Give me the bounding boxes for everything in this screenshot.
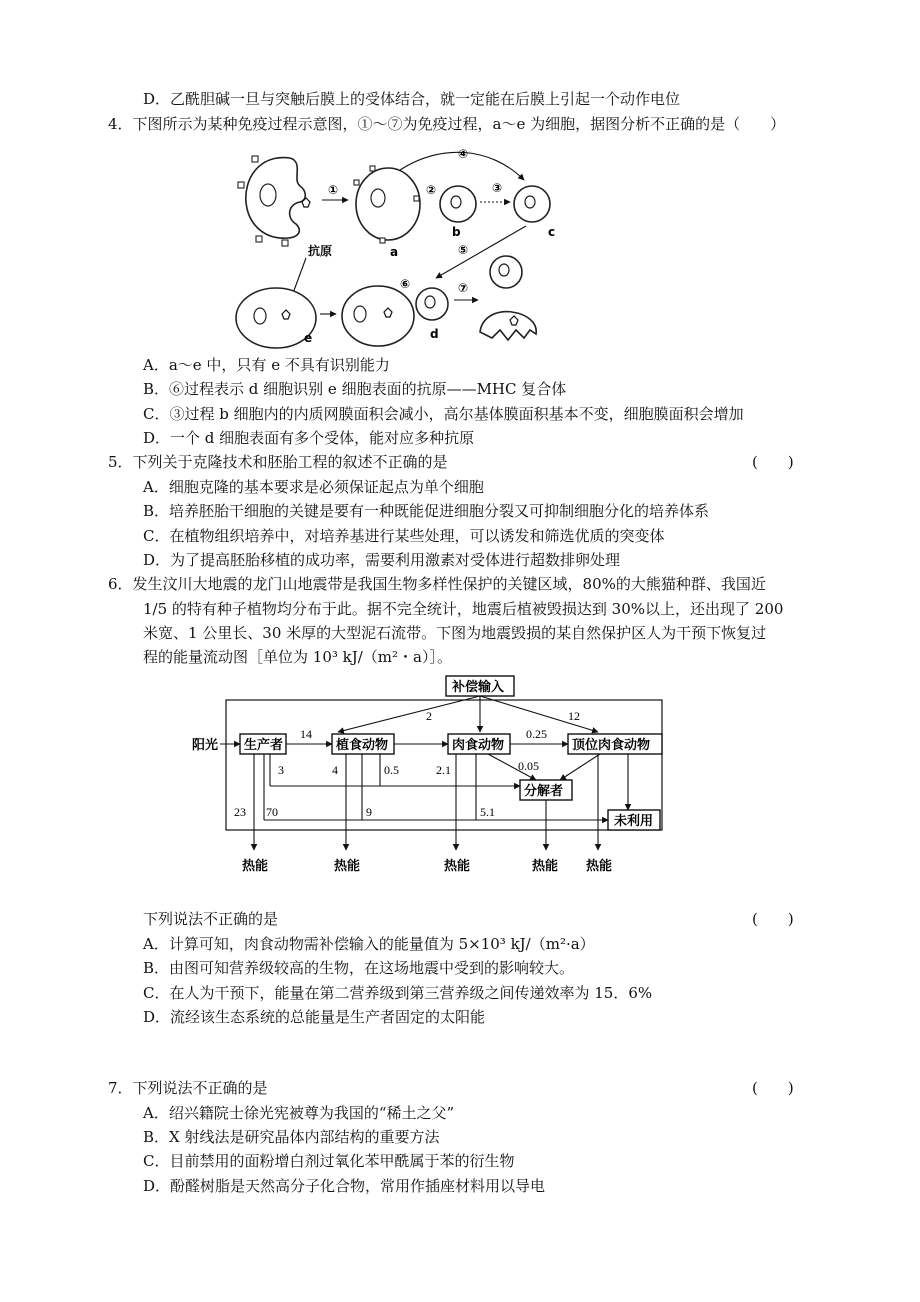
step-1-label: ① <box>328 183 339 197</box>
q6-stem-line2: 1/5 的特有种子植物均分布于此。据不完全统计，地震后植被毁损达到 30%以上，还出现了 200 <box>143 600 784 618</box>
value-herb-heat: 4 <box>332 763 338 777</box>
heat-label-3: 热能 <box>444 859 471 874</box>
herbivore-label: 植食动物 <box>336 738 389 753</box>
q7-stem: 7．下列说法不正确的是 <box>108 1079 268 1097</box>
q7-option-b: B．X 射线法是研究晶体内部结构的重要方法 <box>143 1128 440 1146</box>
q7-answer-paren: ( ) <box>752 1079 794 1097</box>
decomposer-label: 分解者 <box>524 784 564 799</box>
heat-label-2: 热能 <box>334 859 361 874</box>
q6-stem-line3: 米宽、1 公里长、30 米厚的大型泥石流带。下图为地震毁损的某自然保护区人为干预下恢复过 <box>143 624 767 642</box>
q6-option-a: A．计算可知，肉食动物需补偿输入的能量值为 5×10³ kJ/（m²·a） <box>143 935 595 953</box>
q6-option-b: B．由图可知营养级较高的生物，在这场地震中受到的影响较大。 <box>143 959 575 977</box>
q4-option-c: C．③过程 b 细胞内的内质网膜面积会减小，高尔基体膜面积基本不变，细胞膜面积会增加 <box>143 405 744 423</box>
q7-option-a: A．绍兴籍院士徐光宪被尊为我国的“稀土之父” <box>143 1104 455 1122</box>
step-6-label: ⑥ <box>400 277 411 291</box>
value-herb-unused: 9 <box>366 805 372 819</box>
step-2-label: ② <box>426 183 437 197</box>
producer-label: 生产者 <box>244 738 284 753</box>
cell-a-label: a <box>390 245 399 259</box>
heat-label-5: 热能 <box>586 859 613 874</box>
step-5-label: ⑤ <box>458 243 469 257</box>
q5-stem: 5．下列关于克隆技术和胚胎工程的叙述不正确的是 <box>108 453 448 471</box>
q3-option-d: D．乙酰胆碱一旦与突触后膜上的受体结合，就一定能在后膜上引起一个动作电位 <box>143 90 681 108</box>
step-7-label: ⑦ <box>458 281 469 295</box>
carnivore-label: 肉食动物 <box>452 738 505 753</box>
heat-label-4: 热能 <box>532 859 559 874</box>
value-comp-to-top: 12 <box>568 709 580 723</box>
value-prod-to-herb: 14 <box>300 727 312 741</box>
antigen-label: 抗原 <box>308 244 333 258</box>
q4-option-b: B．⑥过程表示 d 细胞识别 e 细胞表面的抗原——MHC 复合体 <box>143 380 567 398</box>
q5-option-a: A．细胞克隆的基本要求是必须保证起点为单个细胞 <box>143 478 484 496</box>
value-carn-unused: 5.1 <box>480 805 495 819</box>
cell-e-label: e <box>304 331 313 345</box>
step-4-label: ④ <box>458 147 469 161</box>
value-prod-heat: 23 <box>234 805 246 819</box>
q7-option-c: C．目前禁用的面粉增白剂过氧化苯甲酰属于苯的衍生物 <box>143 1152 515 1170</box>
top-carnivore-label: 顶位肉食动物 <box>572 738 651 753</box>
sunlight-label: 阳光 <box>192 738 219 753</box>
value-top-to-decomp: 0.05 <box>518 759 539 773</box>
q6-sub-stem: 下列说法不正确的是 <box>143 910 279 928</box>
q6-answer-paren: ( ) <box>752 910 794 928</box>
value-herb-to-decomp: 0.5 <box>384 763 399 777</box>
q6-stem-line4: 程的能量流动图［单位为 10³ kJ/（m²・a）］。 <box>143 648 452 666</box>
q4-option-d: D．一个 d 细胞表面有多个受体，能对应多种抗原 <box>143 429 475 447</box>
cell-b-label: b <box>452 225 461 239</box>
q5-option-d: D．为了提高胚胎移植的成功率，需要利用激素对受体进行超数排卵处理 <box>143 551 621 569</box>
heat-label-1: 热能 <box>242 859 269 874</box>
q5-option-b: B．培养胚胎干细胞的关键是要有一种既能促进细胞分裂又可抑制细胞分化的培养体系 <box>143 502 710 520</box>
q4-option-a: A．a～e 中，只有 e 不具有识别能力 <box>143 356 390 374</box>
energy-flow-diagram <box>188 670 678 880</box>
q7-option-d: D．酚醛树脂是天然高分子化合物，常用作插座材料用以导电 <box>143 1177 546 1195</box>
immune-process-figure <box>230 140 570 350</box>
value-carn-heat: 2.1 <box>436 763 451 777</box>
value-carn-to-top: 0.25 <box>526 727 547 741</box>
q5-answer-paren: ( ) <box>752 453 794 471</box>
value-prod-unused: 70 <box>266 805 278 819</box>
step-3-label: ③ <box>492 181 503 195</box>
q6-option-d: D．流经该生态系统的总能量是生产者固定的太阳能 <box>143 1008 486 1026</box>
q6-stem-line1: 6．发生汶川大地震的龙门山地震带是我国生物多样性保护的关键区域，80%的大熊猫种群、我国近 <box>108 575 766 593</box>
value-prod-to-decomp: 3 <box>278 763 284 777</box>
q4-stem: 4．下图所示为某种免疫过程示意图，①～⑦为免疫过程，a～e 为细胞，据图分析不正确的是（ ） <box>108 115 786 133</box>
cell-c-label: c <box>548 225 556 239</box>
q6-option-c: C．在人为干预下，能量在第二营养级到第三营养级之间传递效率为 15．6% <box>143 984 653 1002</box>
cell-d-label: d <box>430 327 439 341</box>
q5-option-c: C．在植物组织培养中，对培养基进行某些处理，可以诱发和筛选优质的突变体 <box>143 527 665 545</box>
compensation-input-label: 补偿输入 <box>452 680 505 695</box>
value-comp-to-herb: 2 <box>426 709 432 723</box>
unused-label: 未利用 <box>614 814 654 829</box>
